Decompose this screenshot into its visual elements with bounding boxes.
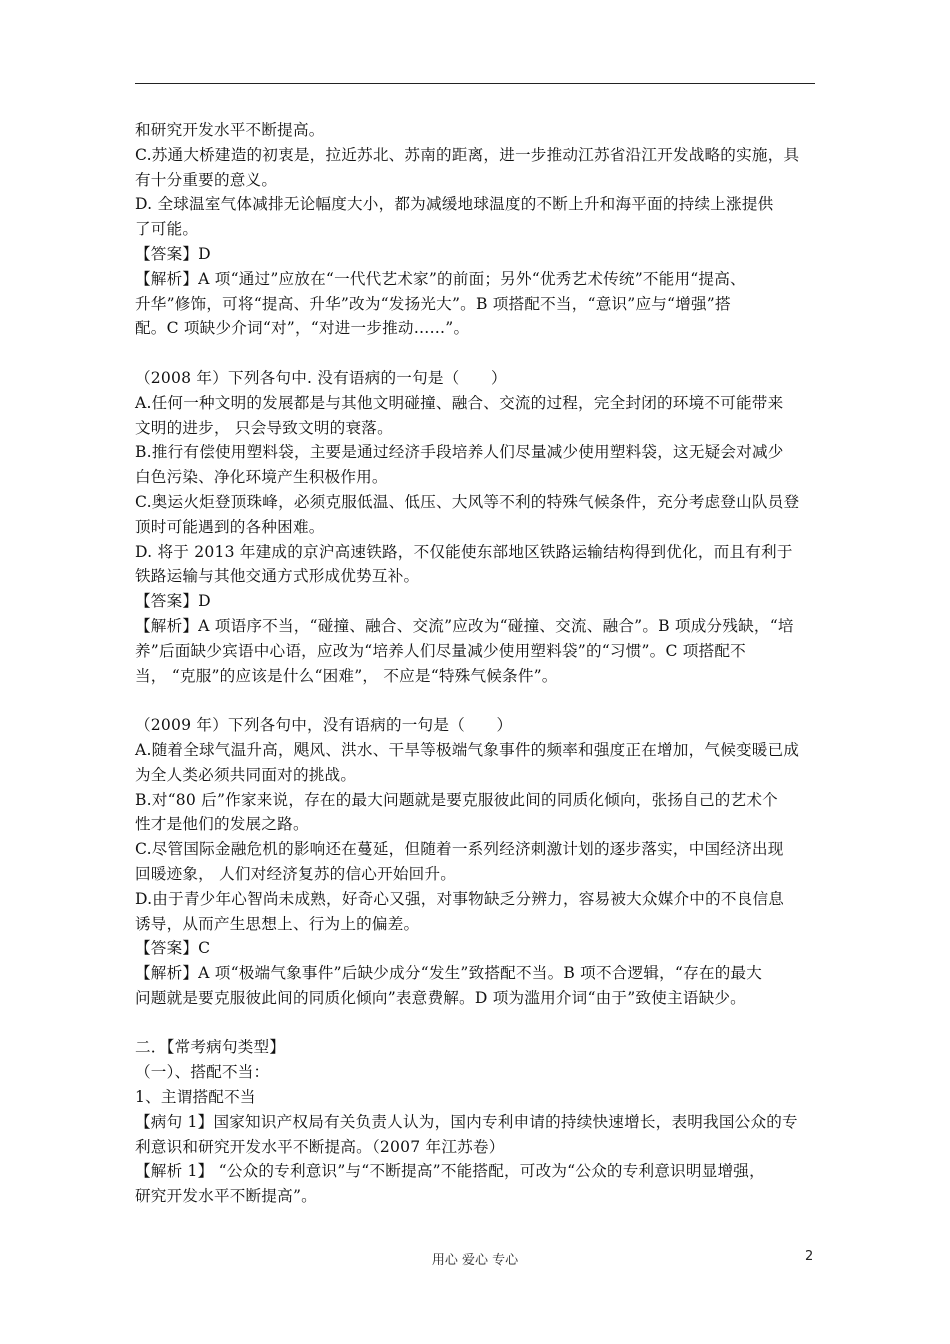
text-line: 性才是他们的发展之路。	[135, 815, 309, 834]
text-line: 配。C 项缺少介词“对”，“对进一步推动……”。	[135, 319, 470, 338]
text-line: 当， “克服”的应该是什么“困难”， 不应是“特殊气候条件”。	[135, 666, 558, 685]
text-line: 顶时可能遇到的各种困难。	[135, 517, 325, 536]
blank-line	[135, 688, 825, 713]
text-line: 诱导，从而产生思想上、行为上的偏差。	[135, 914, 420, 933]
text-line: D.由于青少年心智尚未成熟，好奇心又强，对事物缺乏分辨力，容易被大众媒介中的不良信息	[135, 889, 785, 908]
text-line: D. 全球温室气体减排无论幅度大小，都为减缓地球温度的不断上升和海平面的持续上涨提供	[135, 195, 774, 214]
text-line: 【解析 1】 “公众的专利意识”与“不断提高”不能搭配，可改为“公众的专利意识明显增强，	[135, 1162, 765, 1181]
header-rule	[135, 83, 815, 84]
blank-line	[135, 341, 825, 366]
text-line: 白色污染、净化环境产生积极作用。	[135, 468, 388, 487]
text-line: 【解析】A 项语序不当，“碰撞、融合、交流”应改为“碰撞、交流、融合”。B 项成分残缺，“培	[135, 616, 794, 635]
text-line: A.随着全球气温升高，飓风、洪水、干旱等极端气象事件的频率和强度正在增加，气候变暖已成	[135, 740, 800, 759]
text-line: 养”后面缺少宾语中心语，应改为“培养人们尽量减少使用塑料袋”的“习惯”。C 项搭配不	[135, 641, 746, 660]
text-line: C.尽管国际金融危机的影响还在蔓延，但随着一系列经济刺激计划的逐步落实，中国经济出现	[135, 840, 784, 859]
text-line: 为全人类必须共同面对的挑战。	[135, 765, 357, 784]
text-line: 问题就是要克服彼此间的同质化倾向”表意费解。D 项为滥用介词“由于”致使主语缺少。	[135, 988, 746, 1007]
text-line: 回暖迹象， 人们对经济复苏的信心开始回升。	[135, 864, 457, 883]
text-line: 文明的进步， 只会导致文明的衰落。	[135, 418, 393, 437]
text-line: 研究开发水平不断提高”。	[135, 1187, 317, 1206]
text-line: A.任何一种文明的发展都是与其他文明碰撞、融合、交流的过程，完全封闭的环境不可能带来	[135, 393, 784, 412]
text-line: 【病句 1】国家知识产权局有关负责人认为，国内专利申请的持续快速增长，表明我国公众的专	[135, 1112, 798, 1131]
text-line: 二．【常考病句类型】	[135, 1038, 286, 1057]
text-line: 1、主谓搭配不当	[135, 1088, 256, 1107]
text-line: C.奥运火炬登顶珠峰，必须克服低温、低压、大风等不利的特殊气候条件，充分考虑登山队员登	[135, 492, 800, 511]
text-line: 利意识和研究开发水平不断提高。（2007 年江苏卷）	[135, 1137, 505, 1156]
text-line: C.苏通大桥建造的初衷是，拉近苏北、苏南的距离，进一步推动江苏省沿江开发战略的实施，具	[135, 145, 800, 164]
text-line: 【答案】D	[135, 592, 211, 611]
text-line: 了可能。	[135, 220, 199, 239]
text-line: 有十分重要的意义。	[135, 170, 278, 189]
text-line: 【答案】C	[135, 939, 211, 958]
text-line: B.推行有偿使用塑料袋，主要是通过经济手段培养人们尽量减少使用塑料袋，这无疑会对减少	[135, 443, 784, 462]
text-line: （2008 年）下列各句中. 没有语病的一句是（ ）	[135, 368, 507, 387]
text-line: 升华”修饰，可将“提高、升华”改为“发扬光大”。B 项搭配不当，“意识”应与“增强”搭	[135, 294, 731, 313]
text-line: B.对“80 后”作家来说，存在的最大问题就是要克服彼此间的同质化倾向，张扬自己的艺术个	[135, 790, 778, 809]
blank-line	[135, 1011, 825, 1036]
text-line: 铁路运输与其他交通方式形成优势互补。	[135, 567, 420, 586]
page-number: 2	[805, 1249, 814, 1264]
footer-motto: 用心 爱心 专心	[431, 1253, 519, 1268]
text-line: 和研究开发水平不断提高。	[135, 121, 325, 139]
text-line: （一）、搭配不当：	[135, 1063, 270, 1082]
text-line: 【解析】A 项“极端气象事件”后缺少成分“发生”致搭配不当。B 项不合逻辑，“存在的最大	[135, 964, 763, 983]
text-line: D. 将于 2013 年建成的京沪高速铁路，不仅能使东部地区铁路运输结构得到优化，而且有利于	[135, 542, 793, 561]
text-line: （2009 年）下列各句中，没有语病的一句是（ ）	[135, 716, 513, 735]
text-line: 【答案】D	[135, 244, 211, 263]
text-line: 【解析】A 项“通过”应放在“一代代艺术家”的前面；另外“优秀艺术传统”不能用“提高、	[135, 269, 746, 288]
document-body	[135, 118, 825, 1209]
